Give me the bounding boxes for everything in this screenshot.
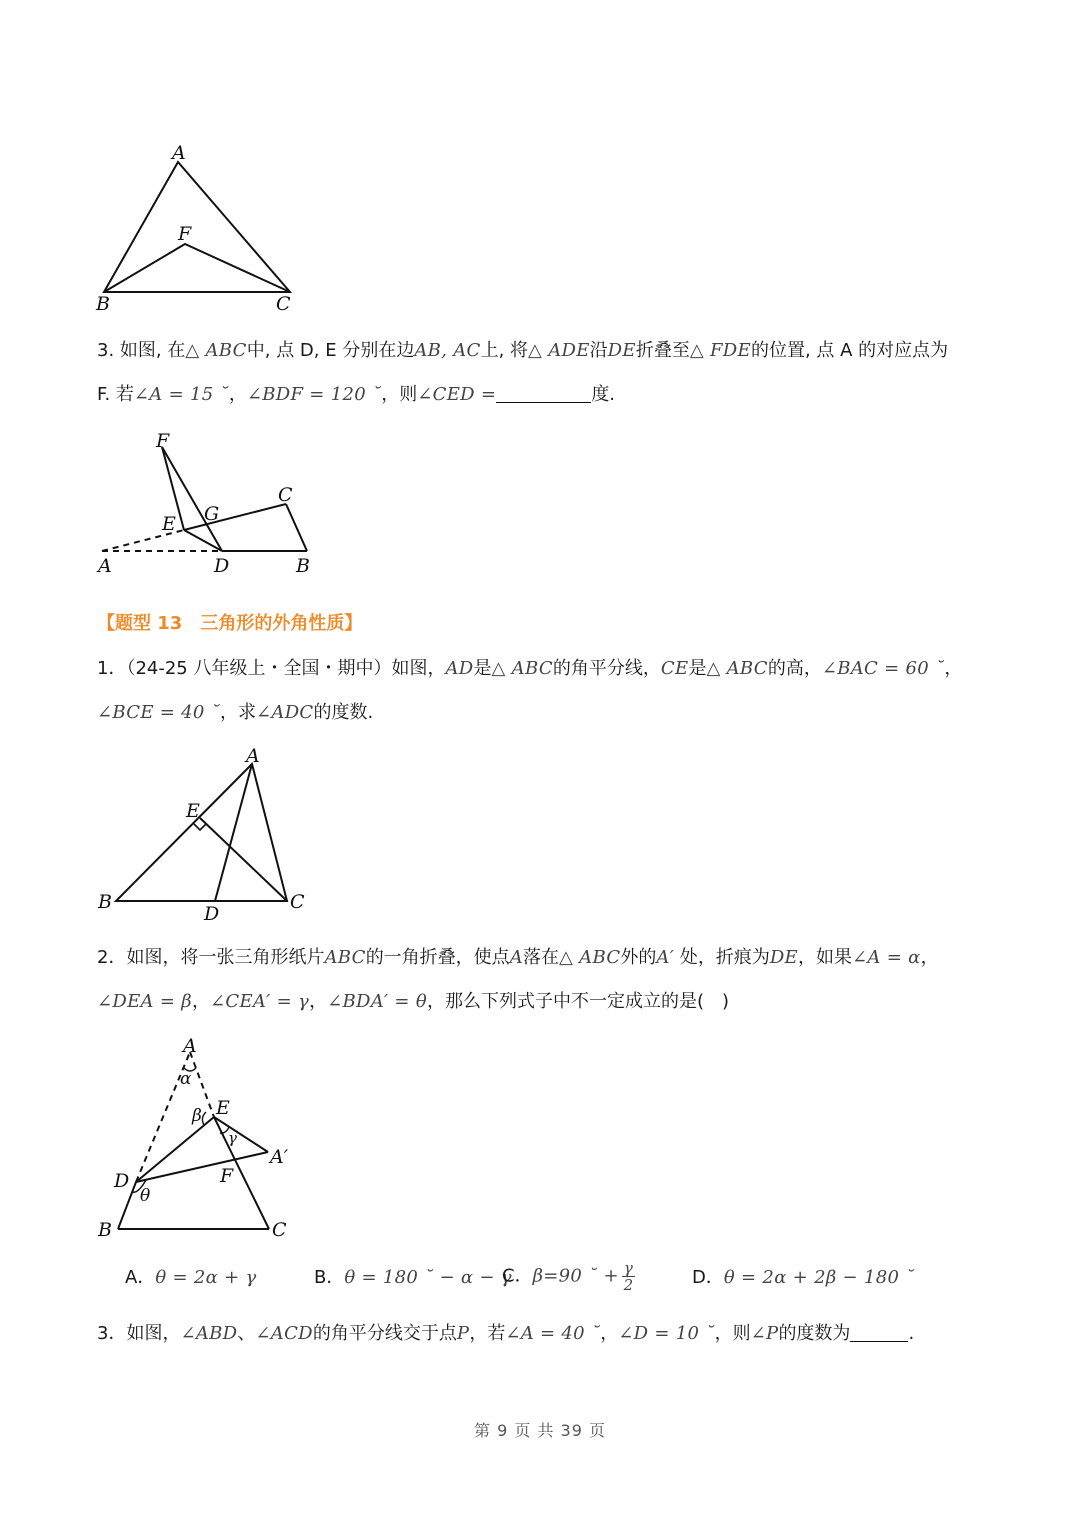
label-d: D: [204, 903, 220, 925]
label-f: F: [220, 1165, 234, 1187]
segment-da-prime: [136, 1152, 268, 1182]
section-title: 【题型 13 三角形的外角性质】: [97, 613, 363, 634]
prev-q3-line1: 3. 如图, 在△ ABC中, 点 D, E 分别在边AB, AC上, 将△ ADE沿DE折叠至△ FDE的位置, 点 A 的对应点为: [97, 340, 949, 361]
segment-ad: [215, 764, 252, 901]
label-c: C: [290, 891, 305, 913]
q1-line2: ∠BCE = 40 ˘，求∠ADC的度数.: [97, 702, 374, 723]
segment-ec: [184, 504, 286, 530]
label-b: B: [98, 891, 112, 913]
label-a: A: [183, 1035, 197, 1057]
option-c[interactable]: C．β=90 ˘ + $\frac{\gamma}{2}$: [502, 1259, 634, 1294]
option-b[interactable]: B．θ = 180 ˘ − α − γ: [314, 1267, 512, 1288]
segment-ce: [200, 818, 287, 901]
label-g: G: [204, 503, 220, 525]
label-e: E: [186, 800, 200, 822]
answer-blank[interactable]: [496, 384, 591, 403]
prev-q3-line2: F. 若∠A = 15 ˘，∠BDF = 120 ˘，则∠CED = 度.: [97, 384, 616, 405]
option-a[interactable]: A．θ = 2α + γ: [125, 1267, 257, 1288]
label-e: E: [162, 513, 176, 535]
answer-blank[interactable]: [850, 1323, 908, 1342]
triangle-abc: [104, 162, 290, 292]
label-c: C: [276, 293, 291, 315]
label-gamma: γ: [228, 1129, 237, 1147]
segment-bfc: [104, 244, 290, 292]
figure-fold-fde: [90, 425, 330, 585]
option-d[interactable]: D．θ = 2α + 2β − 180 ˘: [692, 1267, 915, 1288]
label-b: B: [96, 293, 110, 315]
label-f: F: [178, 223, 192, 245]
segment-cb: [286, 504, 307, 551]
q1-line1: 1．（24-25 八年级上・全国・期中）如图，AD是△ ABC的角平分线，CE是△ ABC的高，∠BAC = 60 ˘，: [97, 658, 963, 679]
label-d: D: [214, 555, 230, 577]
label-theta: θ: [140, 1186, 151, 1206]
label-a: A: [172, 142, 186, 164]
fraction-gamma-over-2: $\frac{\gamma}{2}$: [623, 1259, 634, 1294]
q2-line2: ∠DEA = β，∠CEA′ = γ，∠BDA′ = θ，那么下列式子中不一定成立的是( ): [97, 991, 729, 1012]
figure-fold-corner: [90, 1030, 320, 1245]
label-b: B: [296, 555, 310, 577]
figure-triangle-ad-ce: [90, 740, 320, 925]
label-a: A: [98, 555, 112, 577]
triangle-abc: [116, 764, 287, 901]
q3-line1: 3．如图，∠ABD、∠ACD的角平分线交于点P，若∠A = 40 ˘，∠D = 10 ˘，则∠P的度数为 .: [97, 1323, 915, 1344]
label-beta: β: [192, 1106, 202, 1126]
q2-line1: 2．如图，将一张三角形纸片ABC的一角折叠，使点A落在△ ABC外的A′ 处，折痕为DE，如果∠A = α，: [97, 947, 939, 968]
label-e: E: [216, 1097, 230, 1119]
label-alpha: α: [180, 1069, 192, 1089]
label-d: D: [114, 1170, 130, 1192]
label-f: F: [156, 430, 170, 452]
figure-triangle-abc-f: [90, 140, 310, 320]
label-a-prime: A′: [270, 1146, 289, 1168]
label-c: C: [278, 484, 293, 506]
page-footer: 第 9 页 共 39 页: [474, 1421, 606, 1440]
label-c: C: [272, 1219, 287, 1241]
label-b: B: [98, 1219, 112, 1241]
label-a: A: [246, 745, 260, 767]
right-angle-mark: [194, 824, 206, 830]
